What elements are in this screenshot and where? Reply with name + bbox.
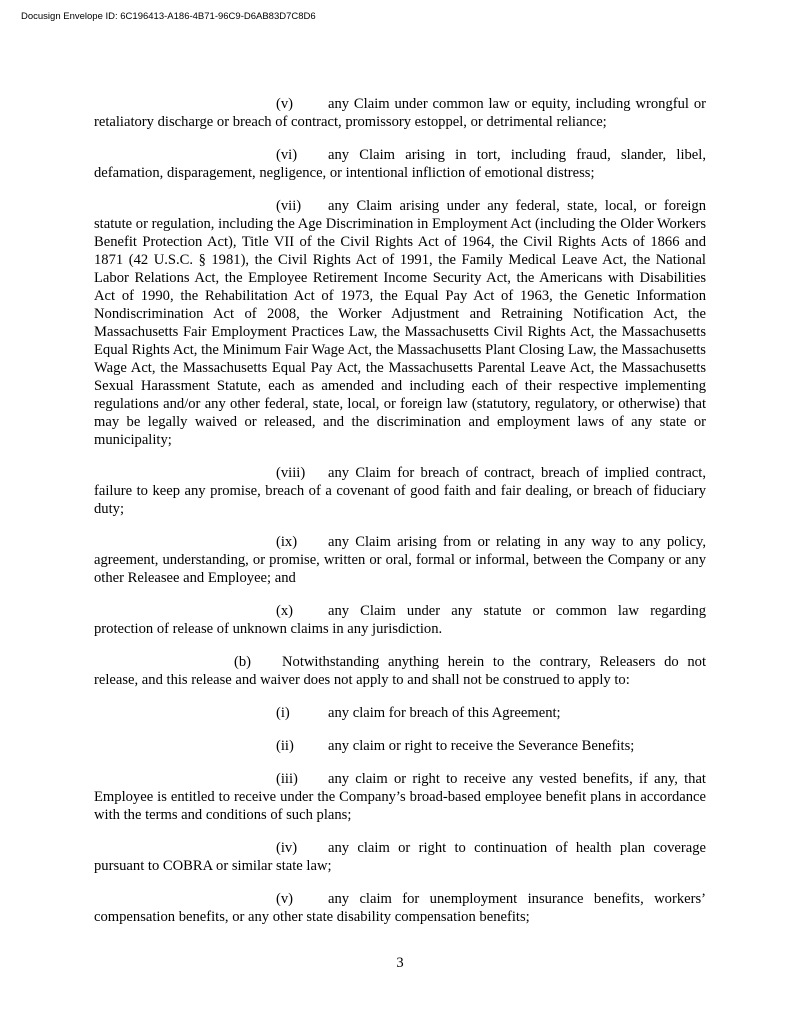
exception-number: (i) [276,705,290,721]
clause-ix [94,533,706,587]
exception-number: (iii) [276,771,298,787]
clause-v [94,95,706,131]
exception-text: any claim or right to continuation of health plan coverage pursuant to COBRA or similar state law; [94,840,706,874]
clause-number: (v) [276,96,294,112]
section-b [94,653,706,689]
clause-viii [94,464,706,518]
clause-number: (vi) [276,147,298,163]
exception-iii [94,770,706,824]
exception-number: (iv) [276,840,298,856]
exception-number: (ii) [276,738,294,754]
clause-number: (viii) [276,465,306,481]
clause-number: (ix) [276,534,298,550]
clause-text: any Claim for breach of contract, breach of implied contract, failure to keep any promise, breach of a covenant of good faith and fair dealing, or breach of fiduciary duty; [94,465,706,517]
exception-text: any claim for breach of this Agreement; [328,705,561,721]
clause-number: (vii) [276,198,302,214]
clause-text: any Claim arising in tort, including fraud, slander, libel, defamation, disparagement, negligence, or intentional infliction of emotional distress; [94,147,706,181]
section-number: (b) [234,654,252,670]
exception-text: any claim for unemployment insurance benefits, workers’ compensation benefits, or any other state disability compensation benefits; [94,891,706,925]
clause-text: any Claim arising under any federal, state, local, or foreign statute or regulation, including the Age Discrimination in Employment Act (including the Older Workers Benefit Protection Act), Title VII of the Civil Rights Act of 1964, the Civil Rights Acts of 1866 and 1871 (42 U.S.C. § 1981), the Civil Rights Act of 1991, the Family Medical Leave Act, the National Labor Relations Act, the Employee Retirement Income Security Act, the Americans with Disabilities Act of 1990, the Rehabilitation Act of 1973, the Equal Pay Act of 1963, the Genetic Information Nondiscrimination Act of 2008, the Worker Adjustment and Retraining Notification Act, the Massachusetts Fair Employment Practices Law, the Massachusetts Civil Rights Act, the Massachusetts Equal Rights Act, the Minimum Fair Wage Act, the Massachusetts Plant Closing Law, the Massachusetts Wage Act, the Massachusetts Equal Pay Act, the Massachusetts Parental Leave Act, the Massachusetts Sexual Harassment Statute, each as amended and including each of their respective implementing regulations and/or any other federal, state, local, or foreign law (statutory, regulatory, or otherwise) that may be legally waived or released, and the discrimination and employment laws of any state or municipality; [94,198,706,448]
exception-number: (v) [276,891,294,907]
clause-vi [94,146,706,182]
exception-ii [94,737,706,755]
clause-number: (x) [276,603,294,619]
exception-v [94,890,706,926]
exception-iv [94,839,706,875]
clause-vii [94,197,706,449]
exception-text: any claim or right to receive the Severance Benefits; [328,738,635,754]
clause-text: any Claim arising from or relating in any way to any policy, agreement, understanding, or promise, written or oral, formal or informal, between the Company or any other Releasee and Employee; and [94,534,706,586]
envelope-id: Docusign Envelope ID: 6C196413-A186-4B71-96C9-D6AB83D7C8D6 [21,11,316,22]
exception-text: any claim or right to receive any vested benefits, if any, that Employee is entitled to receive under the Company’s broad-based employee benefit plans in accordance with the terms and conditions of such plans; [94,771,706,823]
clause-text: any Claim under common law or equity, including wrongful or retaliatory discharge or breach of contract, promissory estoppel, or detrimental reliance; [94,96,706,130]
page-number: 3 [396,955,404,971]
section-text: Notwithstanding anything herein to the contrary, Releasers do not release, and this release and waiver does not apply to and shall not be construed to apply to: [94,654,706,688]
clause-text: any Claim under any statute or common law regarding protection of release of unknown claims in any jurisdiction. [94,603,706,637]
exception-i [94,704,706,722]
document-body [94,95,706,941]
clause-x [94,602,706,638]
